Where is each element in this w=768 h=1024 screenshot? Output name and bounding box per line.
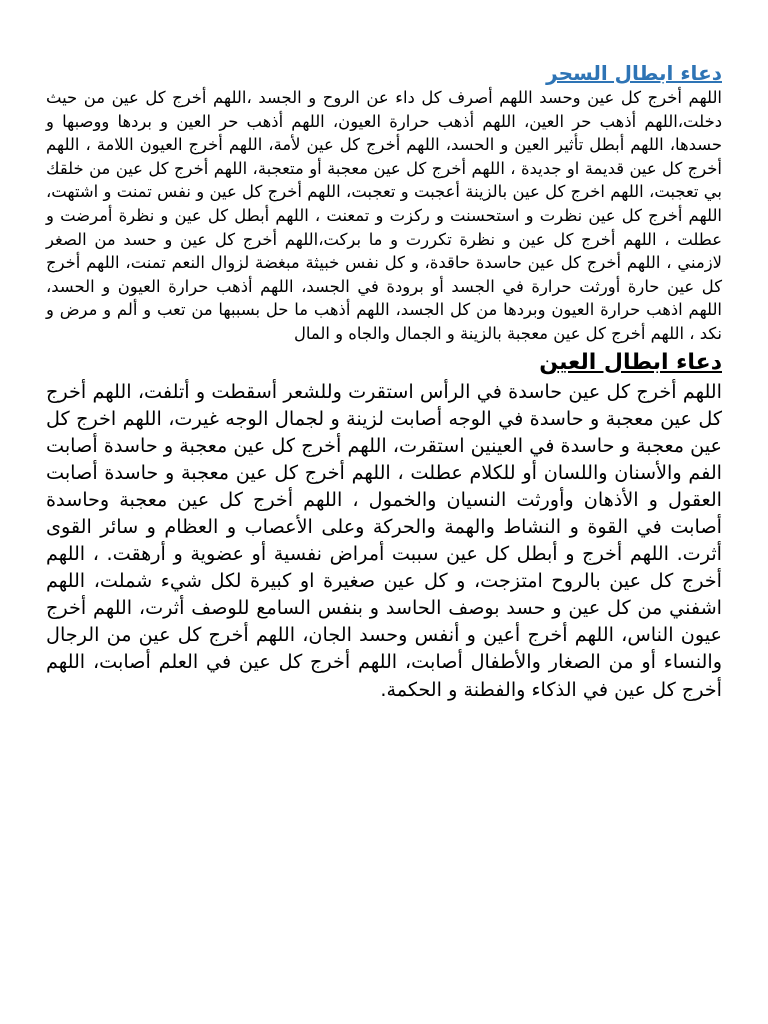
section-text-evil-eye: اللهم أخرج كل عين حاسدة في الرأس استقرت وللشعر أسقطت و أتلفت، اللهم أخرج كل عين معجبة و حاسدة في الوجه أصابت لزينة و لجمال الوجه غيرت، اللهم اخرج كل عين معجبة و حاسدة في العينين استقرت، اللهم أخرج كل عين معجبة و حاسدة أصابت الفم والأسنان واللسان أو للكلام عطلت ، اللهم أخرج كل عين معجبة و حاسدة أصابت العقول و الأذهان وأورثت النسيان والخمول ، اللهم أخرج كل عين معجبة وحاسدة أصابت في القوة و النشاط والهمة والحركة وعلى الأعصاب و العظام و سائر القوى أثرت. اللهم أخرج و أبطل كل عين سببت أمراض نفسية أو عضوية و أرهقت. ، اللهم أخرج كل عين بالروح امتزجت، و كل عين صغيرة او كبيرة لكل شيء شملت، اللهم اشفني من كل عين و حسد بوصف الحاسد و بنفس السامع للوصف أثرت، اللهم أخرج عيون الناس، اللهم أخرج أعين و أنفس وحسد الجان، اللهم أخرج كل عين من الرجال والنساء أو من الصغار والأطفال أصابت، اللهم أخرج كل عين في العلم أصابت، اللهم أخرج كل عين في الذكاء والفطنة و الحكمة. (46, 379, 722, 701)
section-text-magic: اللهم أخرج كل عين وحسد اللهم أصرف كل داء عن الروح و الجسد ،اللهم أخرج كل عين من حيث دخلت،اللهم أذهب حر العين، اللهم أذهب حرارة العيون، اللهم أذهب حر العين و بردها ووصبها و حسدها، اللهم أبطل تأثير العين و الحسد، اللهم أخرج كل عين لأمة، اللهم أخرج العيون اللامة ، اللهم أخرج كل عين قديمة او جديدة ، اللهم أخرج كل عين معجبة أو متعجبة، اللهم أخرج كل عين من خلقك بي تعجبت، اللهم اخرج كل عين بالزينة أعجبت و تعجبت، اللهم أخرج كل عين و نفس تمنت و اشتهت، اللهم أخرج كل عين نظرت و استحسنت و ركزت و تمعنت ، اللهم أبطل كل عين و نظرة أمرضت و عطلت ، اللهم أخرج كل عين و نظرة تكررت و ما بركت،اللهم أخرج كل عين و حسد من الصغر لازمني ، اللهم أخرج كل عين حاسدة حاقدة، و كل نفس خبيثة مبغضة لزوال النعم تمنت، اللهم أخرج كل عين حارة أورثت حرارة في الجسد أو برودة في الجسد، اللهم أذهب حرارة العيون و الحسد، اللهم اذهب حرارة العيون وبردها من كل الجسد، اللهم أذهب ما حل بسببها من تعب و ألم و مرض و نكد ، اللهم أخرج كل عين معجبة بالزينة و الجمال والجاه و المال (46, 88, 722, 343)
section-title-evil-eye: دعاء ابطال العين (539, 349, 722, 375)
section-title-magic: دعاء ابطال السحر (546, 61, 722, 85)
document-content (46, 60, 722, 703)
